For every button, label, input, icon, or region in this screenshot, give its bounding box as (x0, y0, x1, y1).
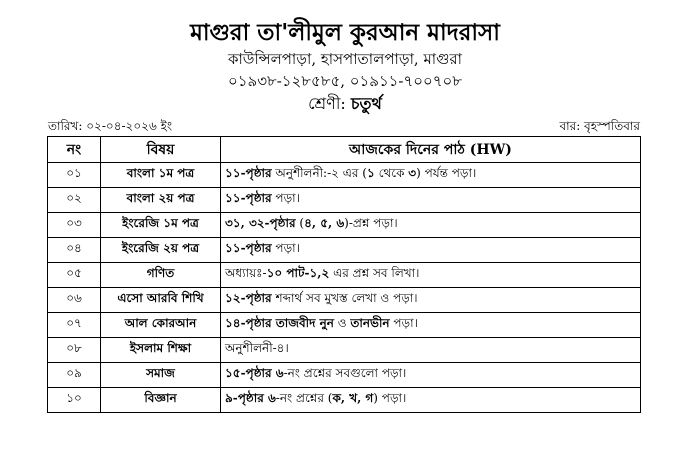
task-text-part: ৪, ৫, ৬ (304, 216, 345, 230)
class-line (0, 92, 690, 116)
task-text-part: থেকে (374, 166, 409, 180)
table-row (48, 263, 641, 288)
row-subject: গণিত (101, 263, 221, 288)
row-task (221, 188, 641, 213)
table-row (48, 363, 641, 388)
table-row (48, 213, 641, 238)
task-text-part: ১১-পৃষ্ঠার (225, 241, 272, 255)
task-text-part: ৯-পৃষ্ঠার ৬ (225, 391, 276, 405)
row-task (221, 313, 641, 338)
row-number: ০১ (48, 163, 101, 188)
class-label: শ্রেণী: (308, 94, 346, 113)
row-subject: বাংলা ২য় পত্র (101, 188, 221, 213)
task-text-part: ১১-পৃষ্ঠার (225, 166, 272, 180)
row-task (221, 213, 641, 238)
task-text-part: ) পর্যন্ত পড়া। (416, 166, 477, 180)
date-text: তারিখ: ০২-০৪-২০২৬ ইং (48, 119, 172, 133)
row-subject: ইসলাম শিক্ষা (101, 338, 221, 363)
row-task (221, 238, 641, 263)
madrasa-address: কাউন্সিলপাড়া, হাসপাতালপাড়া, মাগুরা (227, 50, 463, 68)
row-number: ০৯ (48, 363, 101, 388)
madrasa-header (0, 18, 690, 116)
row-subject: সমাজ (101, 363, 221, 388)
row-number: ০৭ (48, 313, 101, 338)
row-subject: বিজ্ঞান (101, 388, 221, 413)
task-text-part: ১২-পৃষ্ঠার (225, 291, 272, 305)
task-text-part: ১১-পৃষ্ঠার (225, 191, 272, 205)
row-task (221, 163, 641, 188)
header-subject: বিষয় (101, 137, 221, 163)
row-task (221, 288, 641, 313)
homework-table (47, 136, 641, 413)
task-text-part: )-প্রশ্ন পড়া। (344, 216, 398, 230)
row-number: ১০ (48, 388, 101, 413)
row-subject: ইংরেজি ২য় পত্র (101, 238, 221, 263)
task-text-part: শব্দার্থ সব মুখস্ত লেখা ও পড়া। (271, 291, 418, 305)
task-text-part: -নং প্রশ্নের সবগুলো পড়া। (283, 366, 407, 380)
row-task (221, 388, 641, 413)
class-value: চতুর্থ (350, 94, 382, 113)
task-text-part: পড়া। (271, 191, 300, 205)
row-subject: বাংলা ১ম পত্র (101, 163, 221, 188)
task-text-part: ক, খ, গ (332, 391, 374, 405)
table-row (48, 388, 641, 413)
task-text-part: ১ (367, 166, 375, 180)
task-text-part: ৩১, ৩২-পৃষ্ঠার (225, 216, 296, 230)
row-number: ০৫ (48, 263, 101, 288)
task-text-part: ) পড়া। (373, 391, 407, 405)
task-text-part: পড়া। (271, 241, 300, 255)
header-task: আজকের দিনের পাঠ (HW) (221, 137, 641, 163)
table-row (48, 188, 641, 213)
row-number: ০২ (48, 188, 101, 213)
table-row (48, 338, 641, 363)
day-text: বার: বৃহস্পতিবার (559, 119, 640, 133)
header-no: নং (48, 137, 101, 163)
task-text-part: অনুশীলনী:-২ এর ( (271, 166, 367, 180)
row-subject: আল কোরআন (101, 313, 221, 338)
table-row (48, 288, 641, 313)
row-number: ০৩ (48, 213, 101, 238)
task-text-part: -নং প্রশ্নের ( (275, 391, 333, 405)
table-row (48, 163, 641, 188)
task-text-part: পড়া। (389, 316, 418, 330)
task-text-part: ১৫-পৃষ্ঠার ৬ (225, 366, 284, 380)
table-row (48, 313, 641, 338)
task-text-part: এর প্রশ্ন সব লিখা। (329, 266, 420, 280)
row-number: ০৬ (48, 288, 101, 313)
table-row (48, 238, 641, 263)
madrasa-name: মাগুরা তা'লীমুল কুরআন মাদরাসা (190, 19, 500, 46)
task-text-part: ( (295, 216, 305, 230)
row-number: ০৪ (48, 238, 101, 263)
task-text-part: তানভীন (350, 316, 390, 330)
task-text-part: ১৪-পৃষ্ঠার তাজবীদ নুন (225, 316, 334, 330)
task-text-part: অনুশীলনী-৪। (225, 341, 289, 355)
task-text-part: অধ্যায়ঃ- (225, 266, 267, 280)
madrasa-phone: ০১৯৩৮-১২৮৫৮৫, ০১৯১১-৭০০৭০৮ (228, 72, 462, 90)
task-text-part: ১০ পাট-১,২ (266, 266, 330, 280)
task-text-part: ও (333, 316, 351, 330)
row-number: ০৮ (48, 338, 101, 363)
row-task (221, 263, 641, 288)
task-text-part: ৩ (408, 166, 417, 180)
row-subject: ইংরেজি ১ম পত্র (101, 213, 221, 238)
row-task (221, 338, 641, 363)
row-task (221, 363, 641, 388)
meta-row (48, 118, 640, 136)
row-subject: এসো আরবি শিখি (101, 288, 221, 313)
table-header-row (48, 137, 641, 163)
